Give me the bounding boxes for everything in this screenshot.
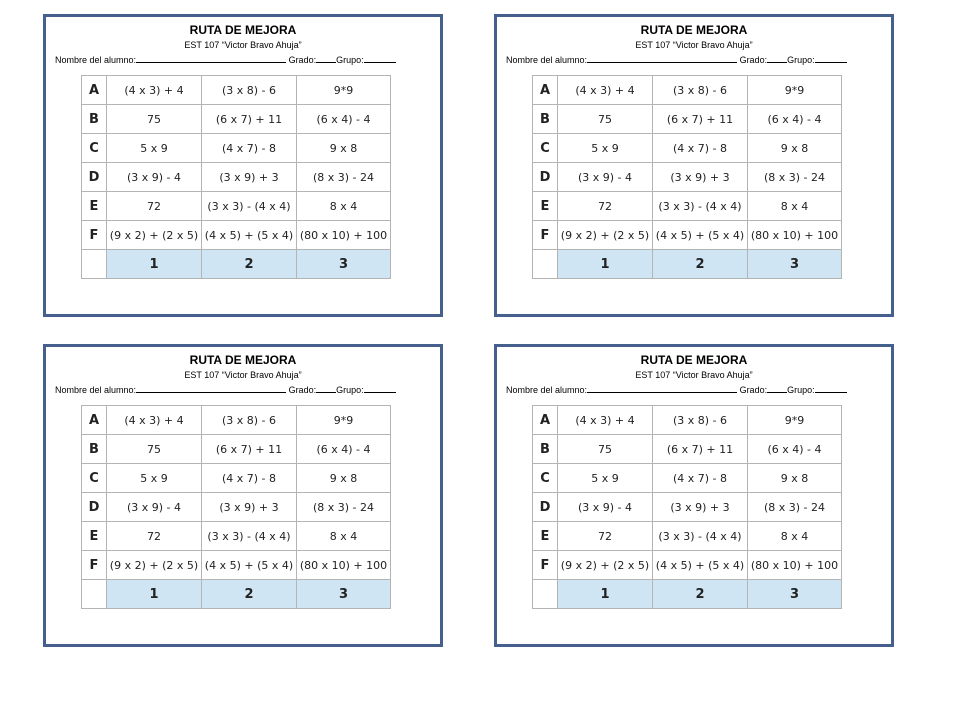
row-label: B — [82, 435, 107, 464]
grid-cell: (3 x 8) - 6 — [202, 76, 297, 105]
grid-cell: (80 x 10) + 100 — [297, 221, 391, 250]
grid-cell: (4 x 3) + 4 — [558, 76, 653, 105]
grid-row — [533, 134, 842, 163]
column-number: 2 — [653, 580, 748, 609]
grid-cell: (6 x 7) + 11 — [202, 105, 297, 134]
grid-cell: 5 x 9 — [107, 134, 202, 163]
grid-cell: (4 x 3) + 4 — [107, 406, 202, 435]
row-label: D — [82, 163, 107, 192]
operations-grid — [81, 75, 391, 279]
corner-cell — [533, 580, 558, 609]
grid-cell: (9 x 2) + (2 x 5) — [558, 221, 653, 250]
row-label: A — [82, 76, 107, 105]
column-header-row — [82, 250, 391, 279]
grid-row — [533, 221, 842, 250]
row-label: C — [82, 464, 107, 493]
grid-cell: (3 x 9) + 3 — [653, 163, 748, 192]
grid-cell: (4 x 7) - 8 — [653, 134, 748, 163]
student-info-line — [55, 383, 435, 396]
grid-cell: (4 x 5) + (5 x 4) — [653, 221, 748, 250]
row-label: F — [533, 551, 558, 580]
grid-cell: (6 x 4) - 4 — [748, 435, 842, 464]
grid-cell: (8 x 3) - 24 — [297, 493, 391, 522]
student-name-label: Nombre del alumno: — [506, 385, 588, 395]
student-name-label: Nombre del alumno: — [55, 385, 137, 395]
worksheet-card — [494, 344, 894, 647]
column-number: 3 — [748, 250, 842, 279]
grado-blank — [767, 383, 787, 393]
card-title: RUTA DE MEJORA — [640, 23, 748, 37]
student-name-label: Nombre del alumno: — [506, 55, 588, 65]
grupo-label: Grupo: — [787, 385, 815, 395]
school-name: EST 107 “Victor Bravo Ahuja” — [635, 40, 753, 50]
grid-cell: (3 x 9) - 4 — [558, 493, 653, 522]
grid-row — [82, 221, 391, 250]
grid-row — [82, 522, 391, 551]
grupo-blank — [815, 53, 847, 63]
row-label: E — [82, 522, 107, 551]
row-label: C — [533, 464, 558, 493]
grid-row — [533, 163, 842, 192]
column-number: 2 — [202, 250, 297, 279]
grid-cell: (6 x 4) - 4 — [297, 105, 391, 134]
column-number: 3 — [297, 250, 391, 279]
grado-label: Grado: — [288, 55, 317, 65]
worksheet-card — [43, 14, 443, 317]
grid-cell: (4 x 3) + 4 — [107, 76, 202, 105]
row-label: C — [533, 134, 558, 163]
grupo-blank — [364, 53, 396, 63]
school-name: EST 107 “Victor Bravo Ahuja” — [184, 40, 302, 50]
corner-cell — [82, 580, 107, 609]
grid-cell: 75 — [558, 435, 653, 464]
student-name-blank — [587, 53, 737, 63]
grid-cell: 75 — [558, 105, 653, 134]
operations-grid — [81, 405, 391, 609]
column-number: 3 — [748, 580, 842, 609]
grid-row — [82, 76, 391, 105]
corner-cell — [533, 250, 558, 279]
grid-cell: 9 x 8 — [748, 134, 842, 163]
grid-row — [533, 522, 842, 551]
grid-cell: (4 x 3) + 4 — [558, 406, 653, 435]
row-label: F — [82, 221, 107, 250]
grupo-blank — [815, 383, 847, 393]
grid-cell: (6 x 7) + 11 — [202, 435, 297, 464]
grid-row — [533, 493, 842, 522]
grado-blank — [767, 53, 787, 63]
grid-row — [82, 551, 391, 580]
grid-cell: (80 x 10) + 100 — [297, 551, 391, 580]
grid-cell: (3 x 9) + 3 — [653, 493, 748, 522]
school-name: EST 107 “Victor Bravo Ahuja” — [184, 370, 302, 380]
grid-cell: (8 x 3) - 24 — [297, 163, 391, 192]
grid-cell: (9 x 2) + (2 x 5) — [107, 551, 202, 580]
grado-label: Grado: — [288, 385, 317, 395]
grid-row — [82, 435, 391, 464]
grado-blank — [316, 383, 336, 393]
grid-row — [82, 105, 391, 134]
grid-cell: (4 x 7) - 8 — [653, 464, 748, 493]
row-label: F — [82, 551, 107, 580]
grid-cell: 8 x 4 — [297, 522, 391, 551]
column-number: 3 — [297, 580, 391, 609]
grupo-label: Grupo: — [787, 55, 815, 65]
column-header-row — [82, 580, 391, 609]
grid-row — [82, 192, 391, 221]
school-name: EST 107 “Victor Bravo Ahuja” — [635, 370, 753, 380]
grid-cell: 9*9 — [748, 406, 842, 435]
student-name-blank — [136, 383, 286, 393]
column-header-row — [533, 580, 842, 609]
grid-cell: 9*9 — [748, 76, 842, 105]
grado-blank — [316, 53, 336, 63]
row-label: E — [533, 192, 558, 221]
grid-cell: (80 x 10) + 100 — [748, 221, 842, 250]
grid-cell: (3 x 9) - 4 — [107, 163, 202, 192]
student-info-line — [506, 383, 886, 396]
grid-cell: (3 x 3) - (4 x 4) — [202, 192, 297, 221]
grid-cell: (3 x 9) + 3 — [202, 163, 297, 192]
grid-cell: (3 x 9) - 4 — [107, 493, 202, 522]
grid-cell: (3 x 8) - 6 — [653, 76, 748, 105]
student-info-line — [506, 53, 886, 66]
grid-row — [533, 551, 842, 580]
grid-row — [533, 76, 842, 105]
grid-cell: (4 x 7) - 8 — [202, 464, 297, 493]
grid-cell: (3 x 3) - (4 x 4) — [653, 522, 748, 551]
grid-cell: (6 x 4) - 4 — [748, 105, 842, 134]
row-label: E — [533, 522, 558, 551]
student-name-blank — [136, 53, 286, 63]
grid-cell: 9 x 8 — [297, 464, 391, 493]
grid-cell: (80 x 10) + 100 — [748, 551, 842, 580]
row-label: D — [533, 493, 558, 522]
column-number: 2 — [653, 250, 748, 279]
grid-cell: (3 x 3) - (4 x 4) — [653, 192, 748, 221]
row-label: A — [533, 406, 558, 435]
grid-cell: (8 x 3) - 24 — [748, 163, 842, 192]
row-label: F — [533, 221, 558, 250]
row-label: A — [533, 76, 558, 105]
grid-cell: (6 x 7) + 11 — [653, 105, 748, 134]
column-number: 1 — [558, 580, 653, 609]
grid-cell: 8 x 4 — [748, 522, 842, 551]
worksheet-card — [494, 14, 894, 317]
row-label: A — [82, 406, 107, 435]
grid-cell: (4 x 5) + (5 x 4) — [653, 551, 748, 580]
grid-cell: 5 x 9 — [558, 134, 653, 163]
grid-cell: (6 x 7) + 11 — [653, 435, 748, 464]
row-label: D — [82, 493, 107, 522]
grid-cell: 72 — [558, 522, 653, 551]
grid-cell: (4 x 5) + (5 x 4) — [202, 551, 297, 580]
grado-label: Grado: — [739, 385, 768, 395]
grid-cell: (9 x 2) + (2 x 5) — [558, 551, 653, 580]
grupo-label: Grupo: — [336, 55, 364, 65]
grid-cell: 9*9 — [297, 76, 391, 105]
column-number: 1 — [107, 580, 202, 609]
grid-row — [82, 163, 391, 192]
grid-cell: (3 x 8) - 6 — [653, 406, 748, 435]
column-number: 1 — [107, 250, 202, 279]
grid-cell: 9*9 — [297, 406, 391, 435]
grid-cell: (9 x 2) + (2 x 5) — [107, 221, 202, 250]
grid-cell: 75 — [107, 435, 202, 464]
grid-row — [533, 435, 842, 464]
grid-cell: 8 x 4 — [297, 192, 391, 221]
operations-grid — [532, 75, 842, 279]
grid-row — [533, 105, 842, 134]
grupo-blank — [364, 383, 396, 393]
column-number: 2 — [202, 580, 297, 609]
grid-row — [82, 406, 391, 435]
row-label: E — [82, 192, 107, 221]
grid-cell: (3 x 8) - 6 — [202, 406, 297, 435]
grid-row — [82, 493, 391, 522]
worksheet-card — [43, 344, 443, 647]
grid-cell: 72 — [107, 522, 202, 551]
grid-cell: 8 x 4 — [748, 192, 842, 221]
column-header-row — [533, 250, 842, 279]
grid-cell: 72 — [558, 192, 653, 221]
operations-grid — [532, 405, 842, 609]
grid-cell: 72 — [107, 192, 202, 221]
row-label: C — [82, 134, 107, 163]
row-label: B — [533, 435, 558, 464]
grid-cell: (3 x 3) - (4 x 4) — [202, 522, 297, 551]
student-name-blank — [587, 383, 737, 393]
grid-row — [82, 464, 391, 493]
grupo-label: Grupo: — [336, 385, 364, 395]
grid-row — [533, 464, 842, 493]
row-label: B — [533, 105, 558, 134]
column-number: 1 — [558, 250, 653, 279]
student-info-line — [55, 53, 435, 66]
card-title: RUTA DE MEJORA — [189, 23, 297, 37]
grid-row — [533, 406, 842, 435]
grid-cell: (4 x 5) + (5 x 4) — [202, 221, 297, 250]
grid-cell: 9 x 8 — [297, 134, 391, 163]
grid-cell: 9 x 8 — [748, 464, 842, 493]
grid-cell: (8 x 3) - 24 — [748, 493, 842, 522]
corner-cell — [82, 250, 107, 279]
row-label: D — [533, 163, 558, 192]
grid-row — [533, 192, 842, 221]
card-title: RUTA DE MEJORA — [640, 353, 748, 367]
grid-cell: (6 x 4) - 4 — [297, 435, 391, 464]
grid-cell: (4 x 7) - 8 — [202, 134, 297, 163]
row-label: B — [82, 105, 107, 134]
grid-cell: 75 — [107, 105, 202, 134]
student-name-label: Nombre del alumno: — [55, 55, 137, 65]
grid-cell: (3 x 9) + 3 — [202, 493, 297, 522]
grid-cell: 5 x 9 — [558, 464, 653, 493]
card-title: RUTA DE MEJORA — [189, 353, 297, 367]
grid-cell: 5 x 9 — [107, 464, 202, 493]
grid-row — [82, 134, 391, 163]
grado-label: Grado: — [739, 55, 768, 65]
grid-cell: (3 x 9) - 4 — [558, 163, 653, 192]
